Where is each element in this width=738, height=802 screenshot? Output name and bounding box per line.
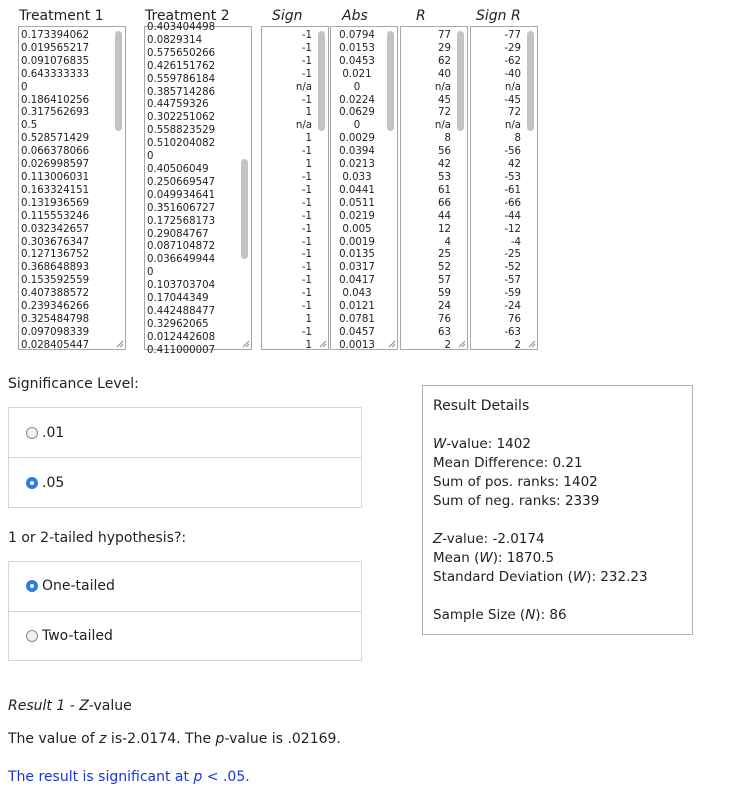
resize-grip-icon[interactable] xyxy=(387,339,396,348)
significance-option-01[interactable] xyxy=(26,425,64,441)
result-line-1: The value of z is-2.0174. The p-value is .02169. xyxy=(8,731,341,747)
two-tailed-label: Two-tailed xyxy=(42,628,113,644)
radio-05[interactable] xyxy=(26,477,38,489)
abs-textarea[interactable] xyxy=(330,26,398,350)
w-value: W-value: 1402 xyxy=(433,436,531,452)
r-values: 77 29 62 40 n/a 45 72 n/a 8 56 42 53 61 66 44 12 4 25 52 57 59 24 76 63 2 xyxy=(434,30,451,351)
significance-option-05-label: .05 xyxy=(42,475,65,491)
significance-option-01-label: .01 xyxy=(42,425,65,441)
one-tailed-option[interactable] xyxy=(26,578,115,594)
one-tailed-label: One-tailed xyxy=(42,578,115,594)
two-tailed-option[interactable] xyxy=(26,628,113,644)
std-dev-w: Standard Deviation (W): 232.23 xyxy=(433,569,648,585)
result-details-panel xyxy=(422,385,693,635)
treatment1-textarea[interactable] xyxy=(18,26,126,350)
treatment1-scrollbar[interactable] xyxy=(115,31,122,131)
sign-textarea[interactable] xyxy=(261,26,329,350)
result-significance: The result is significant at p < .05. xyxy=(8,769,250,785)
r-scrollbar[interactable] xyxy=(457,31,464,131)
sample-size: Sample Size (N): 86 xyxy=(433,607,567,623)
radio-one-tailed[interactable] xyxy=(26,580,38,592)
resize-grip-icon[interactable] xyxy=(318,339,327,348)
sign-header: Sign xyxy=(272,8,303,24)
mean-difference: Mean Difference: 0.21 xyxy=(433,455,583,471)
abs-scrollbar[interactable] xyxy=(387,31,394,131)
signr-header: Sign R xyxy=(476,8,521,24)
result-heading: Result 1 - Z-value xyxy=(8,698,132,714)
z-value: Z-value: -2.0174 xyxy=(433,531,545,547)
sign-scrollbar[interactable] xyxy=(318,31,325,131)
significance-label: Significance Level: xyxy=(8,376,139,392)
treatment2-scrollbar[interactable] xyxy=(241,159,248,259)
radio-two-tailed[interactable] xyxy=(26,630,38,642)
treatment1-values: 0.173394062 0.019565217 0.091076835 0.643333333 0 0.186410256 0.317562693 0.5 0.528571429 0.066378066 0.026998597 0.113006031 0.163324151 0.131936569 0.115553246 0.032342657 0.303676347 0.127136752 0.368648893 0.153592559 0.407388572 0.239346266 0.325484798 0.097098339 0.028405447 xyxy=(21,30,90,351)
radio-01[interactable] xyxy=(26,427,38,439)
mean-w: Mean (W): 1870.5 xyxy=(433,550,555,566)
treatment2-textarea[interactable] xyxy=(144,22,252,356)
signr-scrollbar[interactable] xyxy=(527,31,534,131)
resize-grip-icon[interactable] xyxy=(457,339,466,348)
tails-label: 1 or 2-tailed hypothesis?: xyxy=(8,530,187,546)
sum-neg-ranks: Sum of neg. ranks: 2339 xyxy=(433,493,600,509)
treatment2-header: Treatment 2 xyxy=(145,8,230,24)
resize-grip-icon[interactable] xyxy=(115,339,124,348)
significance-option-05[interactable] xyxy=(26,475,64,491)
treatment2-values: 0.403404498 0.0829314 0.575650266 0.426151762 0.559786184 0.385714286 0.44759326 0.302251062 0.558823529 0.510204082 0 0.40506049 0.250669547 0.049934641 0.351606727 0.172568173 0.29084767 0.087104872 0.036649944 0 0.103703704 0.17044349 0.442488477 0.32962065 0.012442608 0.411000007 xyxy=(147,22,216,356)
sign-values: -1 -1 -1 -1 n/a -1 1 n/a 1 -1 1 -1 -1 -1 -1 -1 -1 -1 -1 -1 -1 -1 1 -1 1 xyxy=(295,30,312,351)
r-header: R xyxy=(416,8,426,24)
sum-pos-ranks: Sum of pos. ranks: 1402 xyxy=(433,474,598,490)
r-textarea[interactable] xyxy=(400,26,468,350)
treatment1-header: Treatment 1 xyxy=(19,8,104,24)
abs-header: Abs xyxy=(342,8,368,24)
result-details-title: Result Details xyxy=(433,398,530,414)
abs-values: 0.0794 0.0153 0.0453 0.021 0 0.0224 0.0629 0 0.0029 0.0394 0.0213 0.033 0.0441 0.0511 0.0219 0.005 0.0019 0.0135 0.0317 0.0417 0.043 0.0121 0.0781 0.0457 0.0013 xyxy=(339,30,375,351)
resize-grip-icon[interactable] xyxy=(527,339,536,348)
resize-grip-icon[interactable] xyxy=(241,339,250,348)
signr-textarea[interactable] xyxy=(470,26,538,350)
signr-values: -77 -29 -62 -40 n/a -45 72 n/a 8 -56 42 -53 -61 -66 -44 -12 -4 -25 -52 -57 -59 -24 76 -63 2 xyxy=(504,30,521,351)
